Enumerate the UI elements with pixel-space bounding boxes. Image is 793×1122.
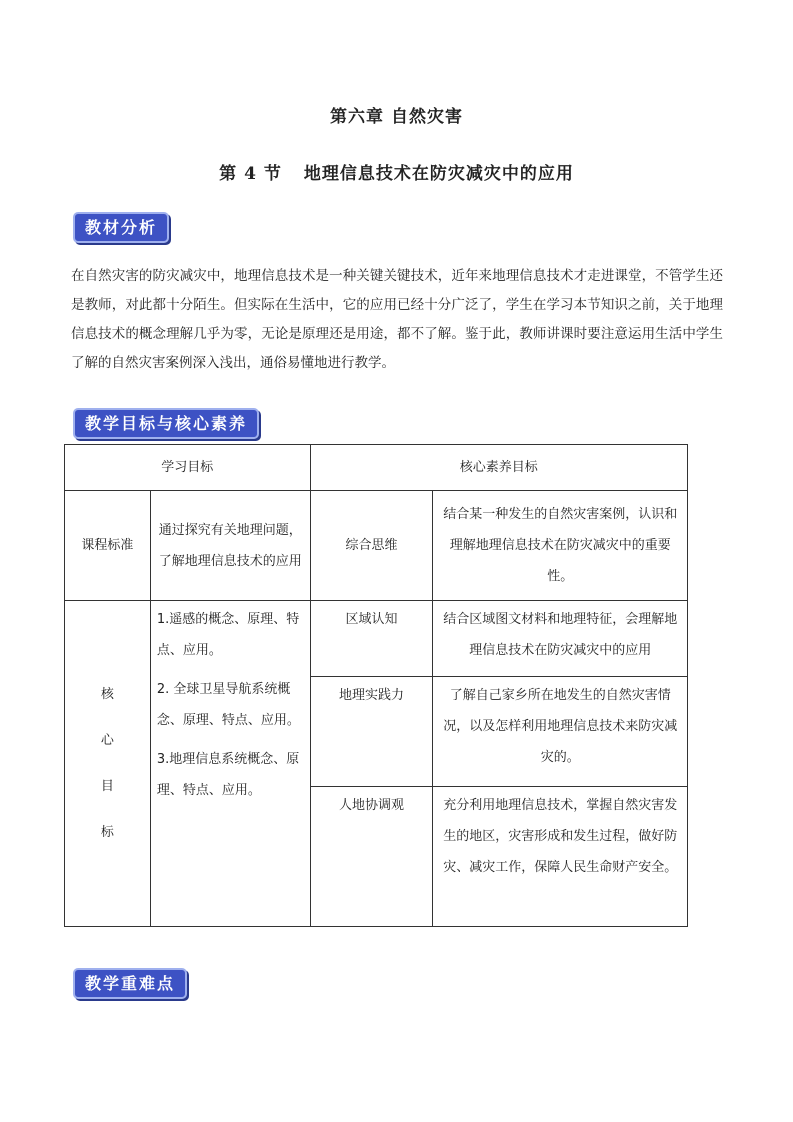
row-label-standard: 课程标准 (65, 491, 151, 601)
core-desc-synthesis: 结合某一种发生的自然灾害案例，认识和理解地理信息技术在防灾减灾中的重要性。 (433, 491, 688, 601)
core-desc-region: 结合区域图文材料和地理特征，会理解地理信息技术在防灾减灾中的应用 (433, 601, 688, 677)
header-learning: 学习目标 (65, 445, 311, 491)
core-desc-harmony: 充分利用地理信息技术，掌握自然灾害发生的地区，灾害形成和发生过程，做好防灾、减灾工作，保障人民生命财产安全。 (433, 787, 688, 927)
learning-item: 1.遥感的概念、原理、特点、应用。 (156, 612, 300, 658)
table-row (65, 601, 688, 677)
table-row (65, 491, 688, 601)
badge-goals: 教学目标与核心素养 (73, 408, 259, 439)
learning-item: 2. 全球卫星导航系统概念、原理、特点、应用。 (156, 682, 300, 728)
chapter-title: 第六章 自然灾害 (330, 107, 463, 127)
header-core: 核心素养目标 (310, 445, 687, 491)
badge-analysis: 教材分析 (73, 212, 169, 243)
core-desc-practice: 了解自己家乡所在地发生的自然灾害情况，以及怎样利用地理信息技术来防灾减灾的。 (433, 677, 688, 787)
vertical-char: 心 (100, 732, 114, 748)
section-title: 地理信息技术在防灾减灾中的应用 (303, 164, 574, 184)
section-number: 第 4 节 (219, 164, 282, 184)
goals-table (64, 444, 688, 927)
core-name-synthesis: 综合思维 (310, 491, 433, 601)
vertical-char: 标 (100, 824, 114, 840)
vertical-char: 核 (100, 686, 114, 702)
badge-difficulties: 教学重难点 (73, 968, 187, 999)
core-name-region: 区域认知 (310, 601, 433, 677)
core-name-harmony: 人地协调观 (310, 787, 433, 927)
table-header-row (65, 445, 688, 491)
row-label-core-goals (65, 601, 151, 927)
vertical-char: 目 (100, 778, 114, 794)
core-name-practice: 地理实践力 (310, 677, 433, 787)
learning-item: 3.地理信息系统概念、原理、特点、应用。 (156, 752, 300, 798)
analysis-paragraph: 在自然灾害的防灾减灾中，地理信息技术是一种关键关键技术，近年来地理信息技术才走进课堂，不管学生还是教师，对此都十分陌生。但实际在生活中，它的应用已经十分广泛了，学生在学习本节知识之前，关于地理信息技术的概念理解几乎为零，无论是原理还是用途，都不了解。鉴于此，教师讲课时要注意运用生活中学生了解的自然灾害案例深入浅出，通俗易懂地进行教学。 (71, 268, 723, 371)
core-learning-items (150, 601, 310, 927)
section-heading (0, 159, 793, 184)
standard-learning-goal: 通过探究有关地理问题，了解地理信息技术的应用 (150, 491, 310, 601)
